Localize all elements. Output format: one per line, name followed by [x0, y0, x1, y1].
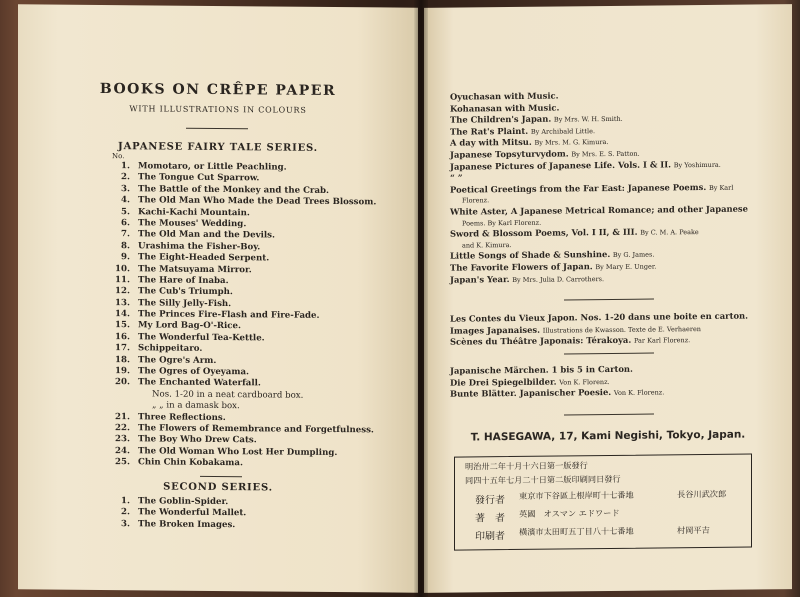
series-heading-second: SECOND SERIES. — [163, 481, 273, 494]
item-title: Urashima the Fisher-Boy. — [138, 241, 261, 253]
list-item — [96, 519, 396, 533]
item-title: The Old Woman Who Lost Her Dumpling. — [138, 446, 338, 458]
book-title: Les Contes du Vieux Japon. Nos. 1-20 dans une boite en carton. — [450, 310, 749, 324]
item-number — [96, 400, 138, 412]
item-number: 11. — [115, 275, 130, 286]
item-number: 25. — [115, 457, 130, 468]
series-heading-fairy-tale: JAPANESE FAIRY TALE SERIES. — [118, 141, 318, 154]
colophon-box — [454, 453, 752, 550]
item-number: 15. — [115, 320, 130, 331]
book-title: Die Drei Spiegelbilder. — [450, 376, 557, 388]
item-title: The Broken Images. — [138, 519, 236, 530]
item-title: The Goblin-Spider. — [138, 496, 229, 508]
book-author: By Mrs. M. G. Kimura. — [534, 138, 609, 148]
item-number: 17. — [115, 343, 130, 354]
item-title: The Boy Who Drew Cats. — [138, 434, 257, 446]
item-title: The Flowers of Remembrance and Forgetfulness. — [138, 423, 374, 436]
book-title: White Aster, A Japanese Metrical Romance; and other Japanese — [450, 203, 748, 217]
book-title: Japanese Topsyturvydom. — [450, 148, 569, 160]
colophon-role: 發行者 — [475, 495, 505, 507]
item-title: Three Reflections. — [138, 411, 226, 423]
second-series-list — [96, 496, 396, 533]
book-gutter — [414, 0, 428, 597]
item-number — [96, 389, 138, 401]
english-books-list — [450, 88, 780, 286]
item-title: The Silly Jelly-Fish. — [138, 297, 232, 309]
book-author: By Mrs. Julia D. Carrothers. — [512, 274, 605, 284]
colophon-name: 長谷川武次郎 — [677, 488, 727, 500]
colophon-role: 印刷者 — [475, 531, 505, 543]
item-title: My Lord Bag-O'-Rice. — [138, 320, 241, 332]
item-number: 23. — [115, 434, 130, 445]
colophon-line-2: 同四十五年七月二十日第二版印刷同日發行 — [465, 473, 621, 486]
item-title: The Matsuyama Mirror. — [138, 263, 252, 275]
book-title: The Children's Japan. — [450, 113, 552, 125]
section-divider-1 — [564, 299, 654, 301]
book-author: By Karl — [708, 183, 734, 192]
book-author: By G. James. — [612, 250, 655, 260]
number-column-label: No. — [112, 152, 125, 161]
page-subtitle: WITH ILLUSTRATIONS IN COLOURS — [129, 104, 307, 115]
item-number: 14. — [115, 309, 130, 320]
right-page — [424, 4, 792, 593]
book-author: By Mrs. E. S. Patton. — [571, 149, 640, 159]
item-number: 18. — [115, 354, 130, 365]
item-title: The Tongue Cut Sparrow. — [138, 172, 260, 184]
book-author: By C. M. A. Peake — [640, 228, 699, 237]
item-number: 16. — [115, 331, 130, 343]
book-author: Von K. Florenz. — [559, 377, 610, 387]
item-title: Momotaro, or Little Peachling. — [138, 161, 287, 173]
book-author: Florenz. — [462, 196, 490, 205]
item-title: The Princes Fire-Flash and Fire-Fade. — [138, 309, 320, 321]
book-author: By Mrs. W. H. Smith. — [553, 115, 623, 124]
book-author: By Yoshimura. — [673, 160, 721, 169]
book-author: Poems. By Karl Florenz. — [462, 218, 542, 228]
item-title: The Wonderful Mallet. — [138, 507, 247, 519]
title-divider — [186, 128, 248, 130]
book-title: Images Japanaises. — [450, 324, 541, 336]
item-number: 4. — [121, 195, 130, 206]
item-title: Schippeitaro. — [138, 343, 203, 355]
item-number: 19. — [115, 366, 130, 377]
book-title: The Rat's Plaint. — [450, 125, 529, 137]
item-number: 7. — [121, 229, 130, 240]
book-title: Japanische Märchen. 1 bis 5 in Carton. — [450, 363, 633, 376]
book-entry — [450, 333, 780, 348]
book-author: Par Karl Florenz. — [633, 336, 691, 345]
book-title: Japanese Pictures of Japanese Life. Vols. I & II. — [450, 158, 672, 172]
book-title: The Favorite Flowers of Japan. — [450, 261, 593, 273]
item-title: Kachi-Kachi Mountain. — [138, 206, 250, 218]
colophon-row — [455, 524, 751, 543]
item-number: 3. — [121, 183, 130, 195]
item-number: 2. — [121, 172, 130, 183]
section-divider-3 — [564, 414, 654, 416]
item-title: The Old Man and the Devils. — [138, 229, 275, 241]
item-title: The Battle of the Monkey and the Crab. — [138, 184, 330, 196]
fairy-tale-list — [96, 161, 396, 471]
item-title: The Ogres of Oyeyama. — [138, 366, 250, 378]
book-title: A day with Mitsu. — [450, 137, 532, 149]
item-number: 8. — [121, 240, 130, 251]
item-number: 1. — [121, 161, 130, 172]
item-title: The Cub's Triumph. — [138, 286, 233, 298]
item-number: 1. — [121, 496, 130, 507]
item-title: The Wonderful Tea-Kettle. — [138, 332, 265, 344]
book-entry — [450, 385, 780, 400]
book-author: By Mary E. Unger. — [595, 262, 657, 272]
item-number: 2. — [121, 507, 130, 518]
item-title: The Ogre's Arm. — [138, 354, 217, 366]
item-title: The Eight-Headed Serpent. — [138, 252, 270, 264]
series-divider — [200, 476, 242, 477]
colophon-row — [455, 488, 751, 507]
book-title: Scènes du Théâtre Japonais: Térakoya. — [450, 334, 632, 347]
colophon-line-1: 明治卅二年十月十六日第一版發行 — [465, 460, 588, 472]
list-item — [96, 457, 396, 471]
book-author: and K. Kimura. — [462, 240, 512, 250]
item-number: 5. — [121, 206, 130, 217]
item-number: 12. — [115, 286, 130, 297]
book-title: Oyuchasan with Music. — [450, 90, 559, 102]
item-title: The Enchanted Waterfall. — [138, 377, 261, 389]
colophon-address: 橫濱市太田町五丁目八十七番地 — [519, 525, 634, 537]
item-number: 6. — [121, 218, 130, 229]
item-number: 10. — [115, 263, 130, 274]
book-title: Sword & Blossom Poems, Vol. I II, & III. — [450, 226, 638, 239]
item-title: The Old Man Who Made the Dead Trees Blossom. — [138, 195, 377, 208]
book-author: By Archibald Little. — [530, 126, 596, 136]
item-number: 3. — [121, 518, 130, 530]
item-title: Chin Chin Kobakama. — [138, 457, 243, 469]
item-number: 20. — [115, 377, 130, 388]
book-author: Illustrations de Kwasson. Texte de E. Verhaeren — [542, 324, 701, 335]
item-title: „ „ in a damask box. — [152, 400, 240, 412]
item-number: 13. — [115, 297, 130, 308]
left-page — [18, 4, 418, 592]
book-title: Poetical Greetings from the Far East: Japanese Poems. — [450, 181, 707, 195]
book-author: Von K. Florenz. — [613, 388, 665, 398]
item-number: 22. — [115, 423, 130, 434]
french-books-list — [450, 310, 780, 348]
book-title: Bunte Blätter. Japanischer Poesie. — [450, 387, 612, 399]
book-title: “ ” — [450, 172, 463, 183]
section-divider-2 — [564, 353, 654, 355]
item-title: The Mouses' Wedding. — [138, 218, 247, 230]
publisher-address: T. HASEGAWA, 17, Kami Negishi, Tokyo, Japan. — [470, 428, 746, 444]
page-title: BOOKS ON CRÊPE PAPER — [99, 80, 337, 100]
item-title: Nos. 1-20 in a neat cardboard box. — [152, 389, 304, 401]
book-title: Little Songs of Shade & Sunshine. — [450, 249, 611, 261]
item-number: 24. — [115, 445, 130, 456]
colophon-row — [455, 507, 751, 525]
colophon-name: 村岡平吉 — [677, 524, 710, 536]
colophon-address: 東京市下谷區上根岸町十七番地 — [519, 489, 634, 501]
item-title: The Hare of Inaba. — [138, 275, 229, 286]
colophon-address: 英國 オスマン エドワード — [519, 507, 620, 519]
book-title: Japan's Year. — [450, 273, 510, 285]
colophon-role: 著 者 — [475, 513, 505, 525]
book-entry — [450, 271, 780, 286]
german-books-list — [450, 362, 780, 400]
book-title: Kohanasan with Music. — [450, 102, 560, 114]
item-number: 9. — [121, 252, 130, 263]
item-number: 21. — [115, 411, 130, 422]
